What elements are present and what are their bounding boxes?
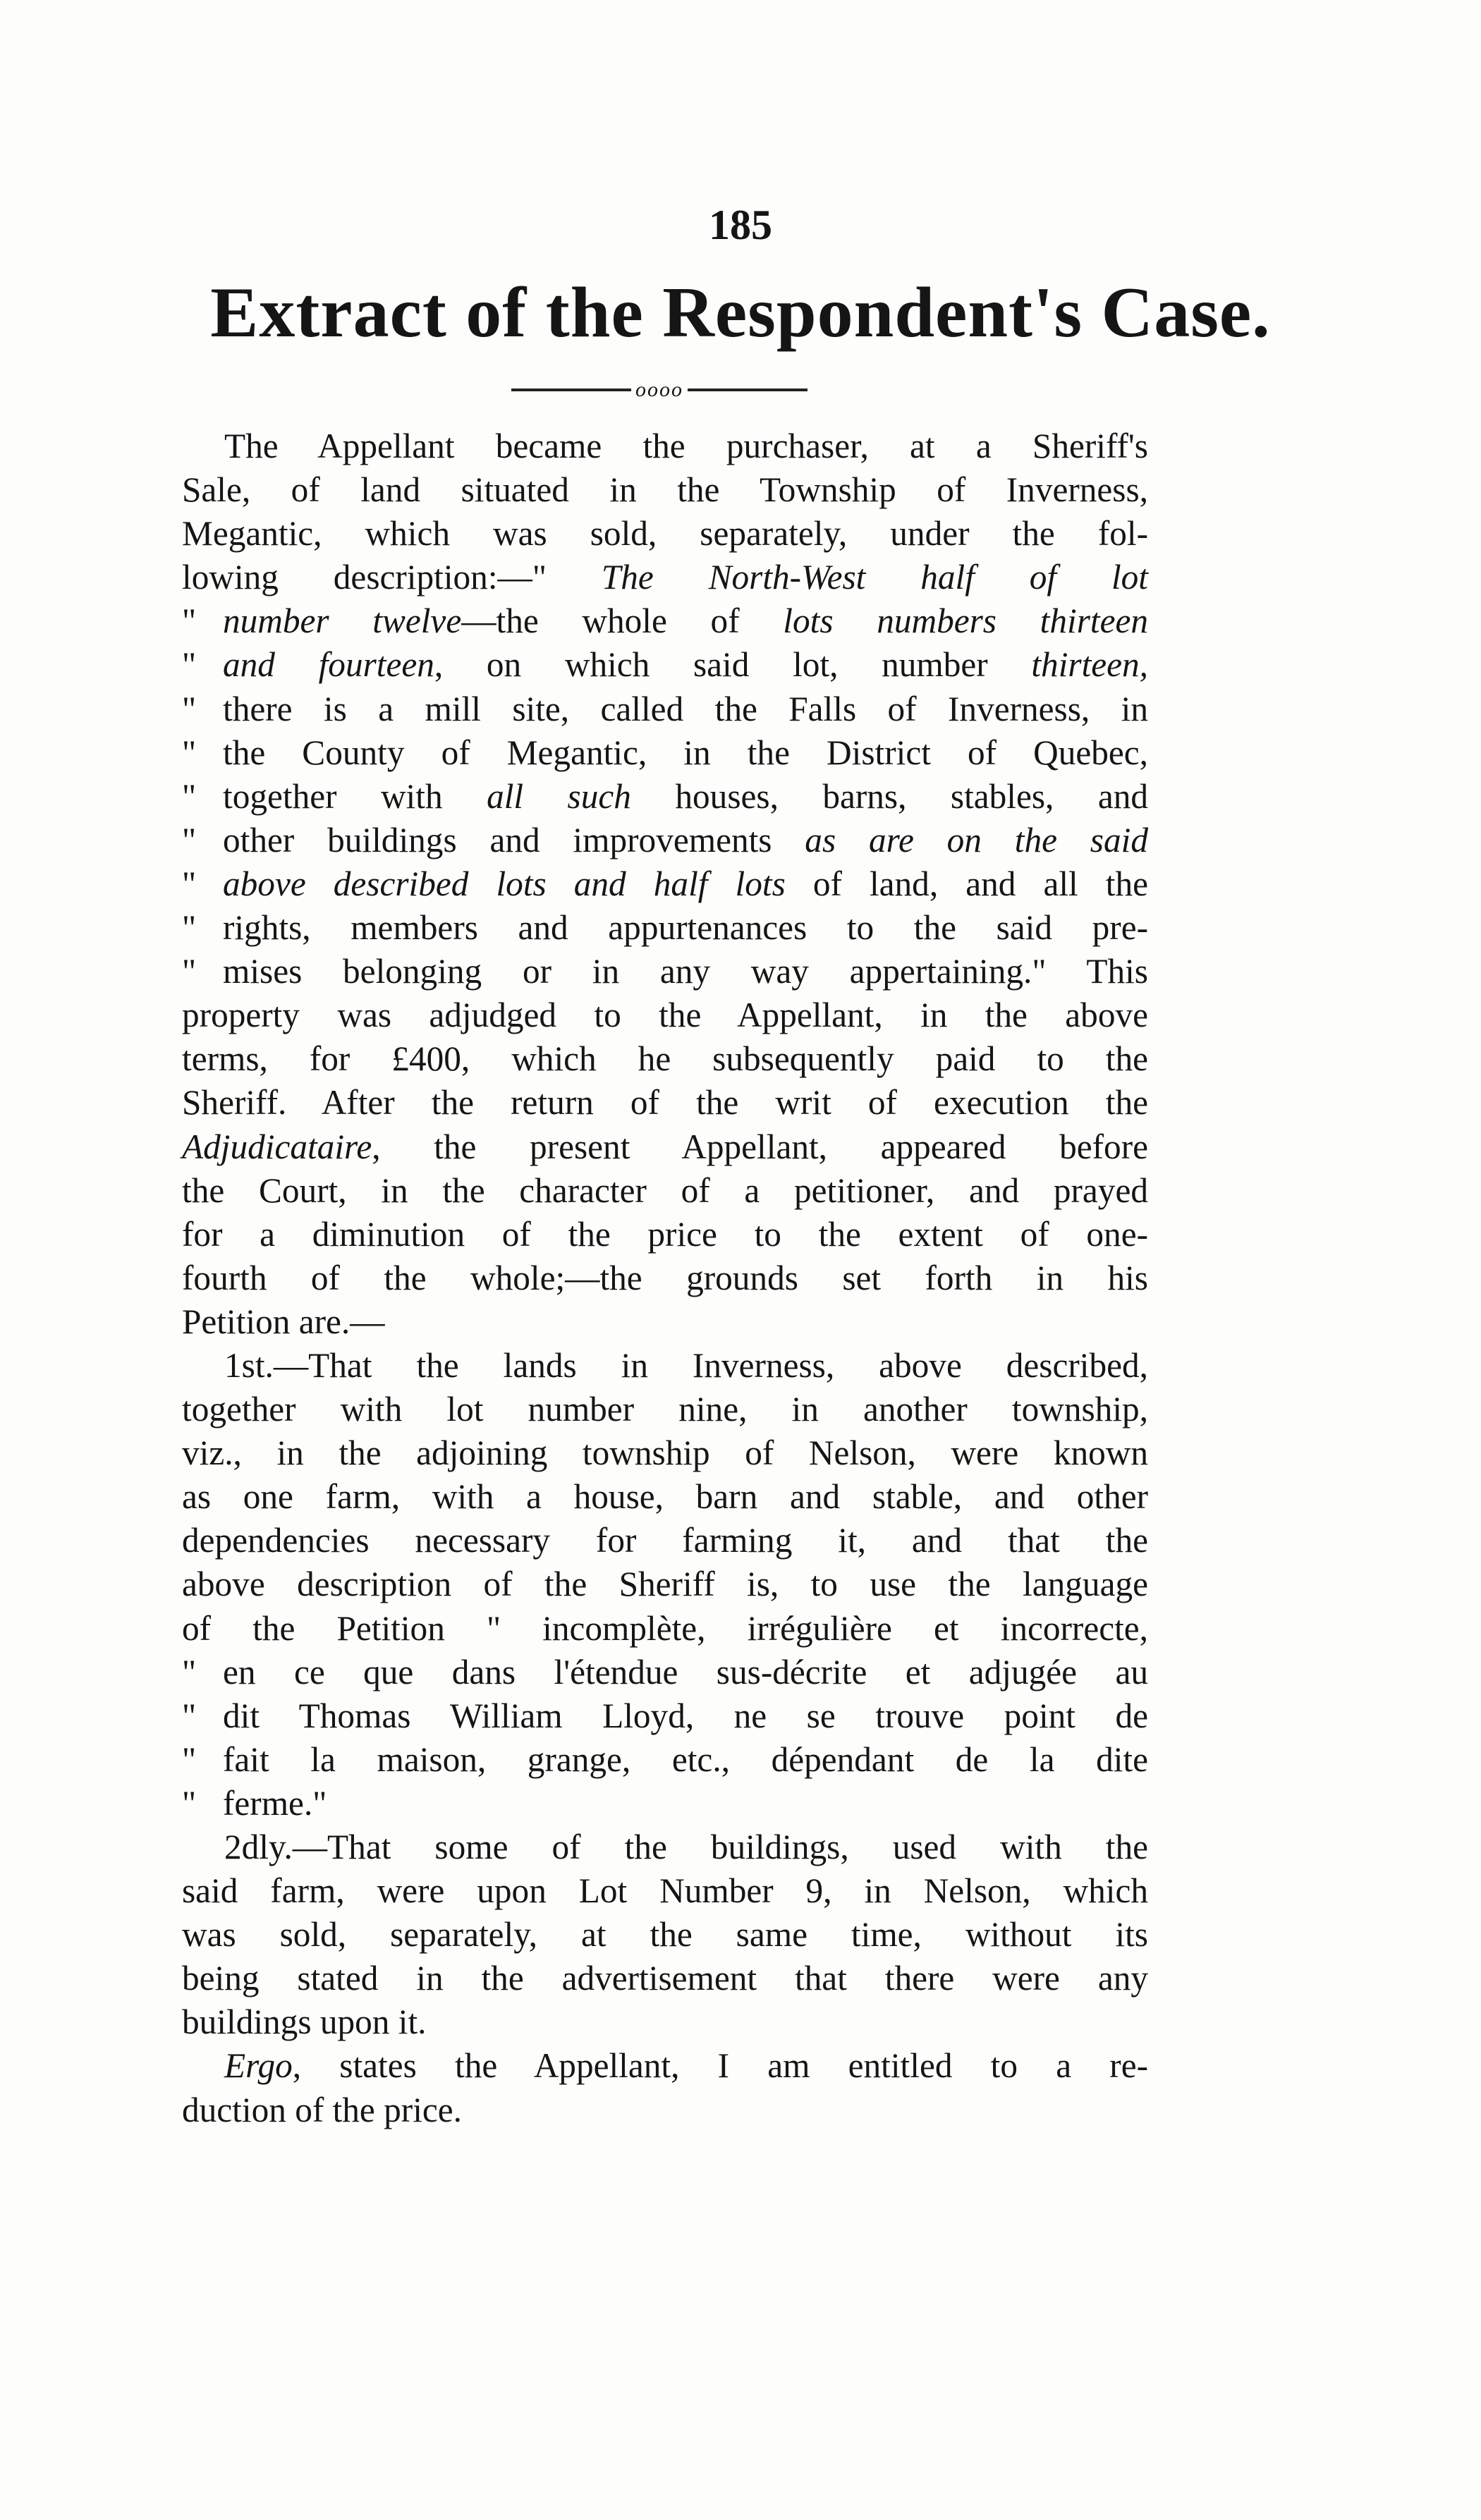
line-text: 2dly.—That some of the buildings, used with the [224, 1828, 1148, 1866]
ornament-text: oooo [635, 378, 683, 401]
title-ornament [511, 379, 807, 400]
text-line [182, 2000, 1148, 2044]
line-text: lowing description:—" The North-West half of lot [182, 558, 1149, 597]
line-text: rights, members and appurtenances to the said pre- [223, 908, 1148, 948]
line-text: being stated in the advertisement that there were any [182, 1959, 1148, 1998]
text-line [182, 643, 1148, 687]
quote-mark: " [182, 733, 197, 772]
line-text: viz., in the adjoining township of Nelson, were known [182, 1433, 1148, 1473]
text-line [182, 424, 1148, 468]
text-line [182, 1037, 1148, 1081]
line-text: dit Thomas William Lloyd, ne se trouve point de [223, 1696, 1148, 1735]
text-line [182, 1213, 1148, 1256]
line-text: the County of Megantic, in the District of Quebec, [223, 733, 1148, 772]
line-text: and fourteen, on which said lot, number thirteen, [223, 645, 1148, 685]
line-text: there is a mill site, called the Falls of Inverness, in [223, 689, 1148, 728]
text-line [182, 1562, 1148, 1606]
text-line [182, 512, 1148, 556]
text-line [182, 1913, 1148, 1957]
quote-mark: " [182, 1696, 197, 1735]
ornament-rule-right [688, 389, 807, 391]
ornament-rule-left [511, 389, 631, 391]
text-line [182, 2088, 1148, 2132]
text-line [182, 1519, 1148, 1562]
line-text: The Appellant became the purchaser, at a Sheriff's [224, 427, 1148, 465]
quote-mark: " [182, 645, 197, 685]
quote-mark: " [182, 864, 197, 903]
text-line [182, 731, 1148, 775]
quote-mark: " [182, 776, 197, 816]
text-line [182, 1651, 1148, 1694]
quote-mark: " [182, 952, 197, 991]
line-text: as one farm, with a house, barn and stable, and other [182, 1477, 1148, 1517]
line-text: of the Petition " incomplète, irrégulière et incorrecte, [182, 1608, 1148, 1648]
line-text: was sold, separately, at the same time, without its [182, 1915, 1148, 1955]
line-text: Adjudicataire, the present Appellant, appeared before [182, 1127, 1148, 1166]
text-line [182, 1169, 1148, 1213]
text-line [182, 775, 1148, 819]
line-text: ferme." [223, 1783, 327, 1823]
line-text: number twelve—the whole of lots numbers thirteen [223, 601, 1148, 641]
text-line [182, 1475, 1148, 1519]
line-text: together with lot number nine, in another township, [182, 1390, 1148, 1429]
text-line [182, 1431, 1148, 1475]
text-line [182, 819, 1148, 862]
quote-mark: " [182, 601, 197, 641]
text-line [182, 1825, 1148, 1869]
line-text: property was adjudged to the Appellant, in the above [182, 996, 1148, 1035]
line-text: buildings upon it. [182, 2002, 427, 2042]
quote-mark: " [182, 689, 197, 728]
line-text: Petition are.— [182, 1302, 385, 1341]
line-text: duction of the price. [182, 2090, 462, 2129]
line-text: other buildings and improvements as are on the said [223, 820, 1148, 860]
text-line [182, 1388, 1148, 1431]
line-text: for a diminution of the price to the extent of one- [182, 1214, 1148, 1254]
line-text: mises belonging or in any way appertaining." This [223, 952, 1148, 991]
line-text: Megantic, which was sold, separately, under the fol- [182, 514, 1148, 553]
text-line [182, 1869, 1148, 1913]
text-line [182, 468, 1148, 512]
text-line [182, 1782, 1148, 1825]
text-line [182, 906, 1148, 950]
line-text: said farm, were upon Lot Number 9, in Nelson, which [182, 1871, 1148, 1911]
page-title: Extract of the Respondent's Case. [210, 273, 1271, 353]
text-line [182, 1300, 1148, 1344]
text-line [182, 687, 1148, 731]
line-text: Ergo, states the Appellant, I am entitled to a re- [224, 2046, 1148, 2086]
case-extract-body [182, 424, 1148, 2132]
quote-mark: " [182, 1739, 197, 1779]
line-text: en ce que dans l'étendue sus-décrite et adjugée au [223, 1652, 1148, 1692]
text-line [182, 556, 1148, 599]
line-text: fourth of the whole;—the grounds set forth in his [182, 1258, 1148, 1297]
line-text: above described lots and half lots of land, and all the [223, 864, 1148, 903]
line-text: the Court, in the character of a petitioner, and prayed [182, 1170, 1148, 1210]
text-line [182, 862, 1148, 906]
text-line [182, 1344, 1148, 1388]
text-line [182, 1256, 1148, 1300]
line-text: Sheriff. After the return of the writ of execution the [182, 1083, 1148, 1123]
text-line [182, 1694, 1148, 1738]
text-line [182, 1607, 1148, 1651]
line-text: together with all such houses, barns, stables, and [223, 776, 1149, 816]
text-line [182, 950, 1148, 993]
line-text: Sale, of land situated in the Township of Inverness, [182, 470, 1148, 510]
quote-mark: " [182, 1652, 197, 1692]
line-text: terms, for £400, which he subsequently paid to the [182, 1039, 1148, 1079]
line-text: fait la maison, grange, etc., dépendant de la dite [223, 1739, 1148, 1779]
text-line [182, 1125, 1148, 1169]
text-line [182, 2044, 1148, 2088]
text-line [182, 993, 1148, 1037]
text-line [182, 1957, 1148, 2000]
line-text: dependencies necessary for farming it, and that the [182, 1521, 1148, 1560]
text-line [182, 1081, 1148, 1125]
line-text: above description of the Sheriff is, to use the language [182, 1565, 1148, 1604]
page-number: 185 [709, 202, 772, 248]
line-text: 1st.—That the lands in Inverness, above described, [224, 1345, 1148, 1385]
text-line [182, 1738, 1148, 1782]
quote-mark: " [182, 1783, 197, 1823]
quote-mark: " [182, 908, 197, 948]
quote-mark: " [182, 820, 197, 860]
text-line [182, 599, 1148, 643]
